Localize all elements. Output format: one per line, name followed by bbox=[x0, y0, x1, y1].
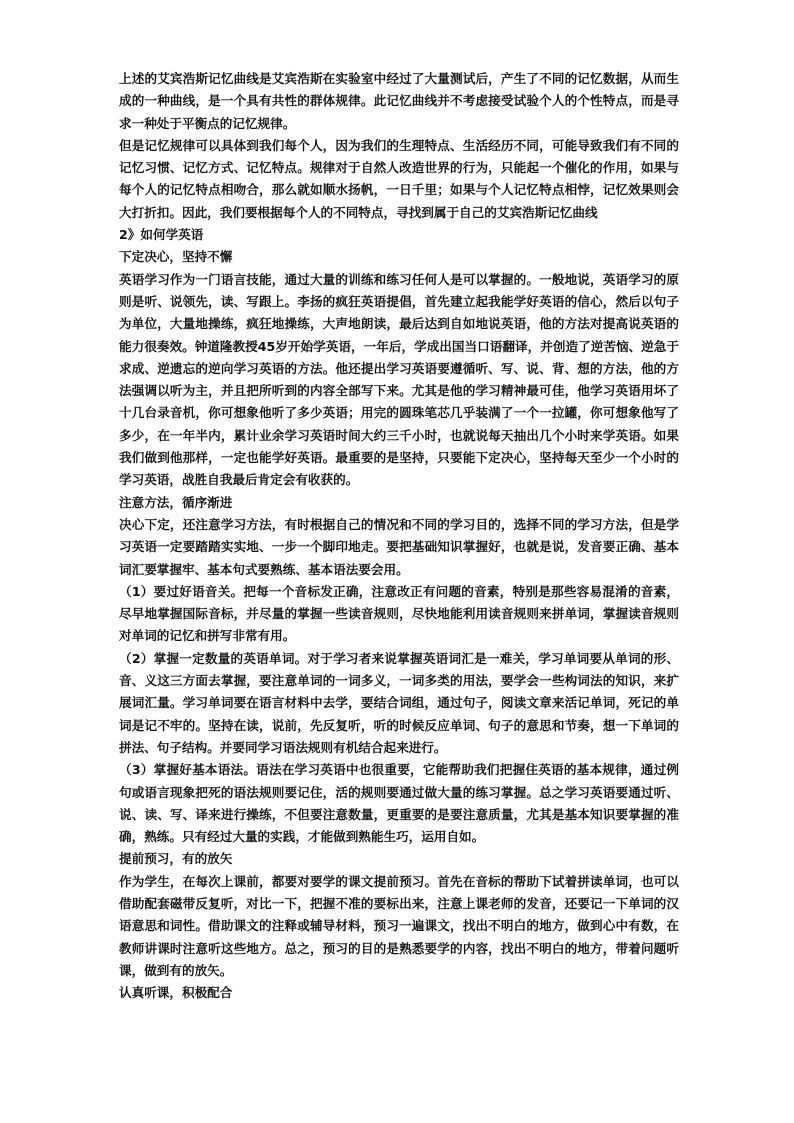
paragraph-preview-body: 作为学生，在每次上课前，都要对要学的课文提前预习。首先在音标的帮助下试着拼读单词，也可以借助配套磁带反复听，对比一下，把握不准的要标出来，注意上课老师的发音，还要记一下单词的汉语意思和词性。借助课文的注释或辅导材料，预习一遍课文，找出不明白的地方，做到心中有数，在教师讲课时注意听这些地方。总之，预习的目的是熟悉要学的内容，找出不明白的地方，带着问题听课，做到有的放矢。 bbox=[119, 873, 679, 978]
subheading-listen-in-class: 认真听课，积极配合 bbox=[119, 985, 233, 1001]
paragraph-method-body: 决心下定，还注意学习方法，有时根据自己的情况和不同的学习目的，选择不同的学习方法，但是学习英语一定要踏踏实实地、一步一个脚印地走。要把基础知识掌握好，也就是说，发音要正确、基本词汇要掌握牢、基本句式要熟练、基本语法要会用。 bbox=[119, 516, 679, 577]
paragraph-forgetting-curve-intro: 上述的艾宾浩斯记忆曲线是艾宾浩斯在实验室中经过了大量测试后，产生了不同的记忆数据，从而生成的一种曲线，是一个具有共性的群体规律。此记忆曲线并不考虑接受试验个人的个性特点，而是寻求一种处于平衡点的记忆规律。 bbox=[119, 71, 679, 131]
section-heading-how-to-learn-english: 2》如何学英语 bbox=[119, 227, 204, 243]
paragraph-memory-rules-personal: 但是记忆规律可以具体到我们每个人，因为我们的生理特点、生活经历不同，可能导致我们有不同的记忆习惯、记忆方式、记忆特点。规律对于自然人改造世界的行为，只能起一个催化的作用，如果与每个人的记忆特点相吻合，那么就如顺水扬帆，一日千里；如果与个人记忆特点相悖，记忆效果则会大打折扣。因此，我们要根据每个人的不同特点，寻找到属于自己的艾宾浩斯记忆曲线 bbox=[119, 137, 679, 220]
document-page bbox=[119, 68, 679, 1004]
subheading-preview: 提前预习，有的放矢 bbox=[119, 851, 233, 867]
paragraph-grammar: （3）掌握好基本语法。语法在学习英语中也很重要，它能帮助我们把握住英语的基本规律，通过例句或语言现象把死的语法规则要记住，活的规则要通过做大量的练习掌握。总之学习英语要通过听、说、读、写、译来进行操练，不但要注意数量，更重要的是要注意质量，尤其是基本知识要掌握的准确，熟练。只有经过大量的实践，才能做到熟能生巧，运用自如。 bbox=[119, 762, 679, 845]
paragraph-pronunciation: （1）要过好语音关。把每一个音标发正确，注意改正有问题的音素，特别是那些容易混淆的音素，尽早地掌握国际音标，并尽量的掌握一些读音规则，尽快地能利用读音规则来拼单词，掌握读音规则对单词的记忆和拼写非常有用。 bbox=[119, 583, 679, 644]
subheading-determination: 下定决心，坚持不懈 bbox=[119, 249, 233, 265]
paragraph-determination-body: 英语学习作为一门语言技能，通过大量的训练和练习任何人是可以掌握的。一般地说，英语学习的原则是听、说领先，读、写跟上。李扬的疯狂英语提倡，首先建立起我能学好英语的信心，然后以句子为单位，大量地操练，疯狂地操练，大声地朗读，最后达到自如地说英语，他的方法对提高说英语的能力很奏效。钟道隆教授45岁开始学英语，一年后，学成出国当口语翻译，并创造了逆苦恼、逆急于求成、逆遗忘的逆向学习英语的方法。他还提出学习英语要遵循听、写、说、背、想的方法，他的方法强调以听为主，并且把所听到的内容全部写下来。尤其是他的学习精神最可佳，他学习英语用坏了十几台录音机，你可想象他听了多少英语；用完的圆珠笔芯几乎装满了一个一拉罐，你可想象他写了多少，在一年半内，累计业余学习英语时间大约三千小时，也就说每天抽出几个小时来学英语。如果我们做到他那样，一定也能学好英语。最重要的是坚持，只要能下定决心，坚持每天至少一个小时的学习英语，战胜自我最后肯定会有收获的。 bbox=[119, 271, 679, 488]
subheading-method: 注意方法，循序渐进 bbox=[119, 494, 233, 510]
paragraph-vocabulary: （2）掌握一定数量的英语单词。对于学习者来说掌握英语词汇是一难关，学习单词要从单词的形、音、义这三方面去掌握，要注意单词的一词多义，一词多类的用法，要学会一些构词法的知识，来扩展词汇量。学习单词要在语言材料中去学，要结合词组，通过句子，阅读文章来活记单词，死记的单词是记不牢的。坚持在读，说前，先反复听，听的时候反应单词、句子的意思和节奏，想一下单词的拼法、句子结构。并要同学习语法规则有机结合起来进行。 bbox=[119, 650, 679, 755]
